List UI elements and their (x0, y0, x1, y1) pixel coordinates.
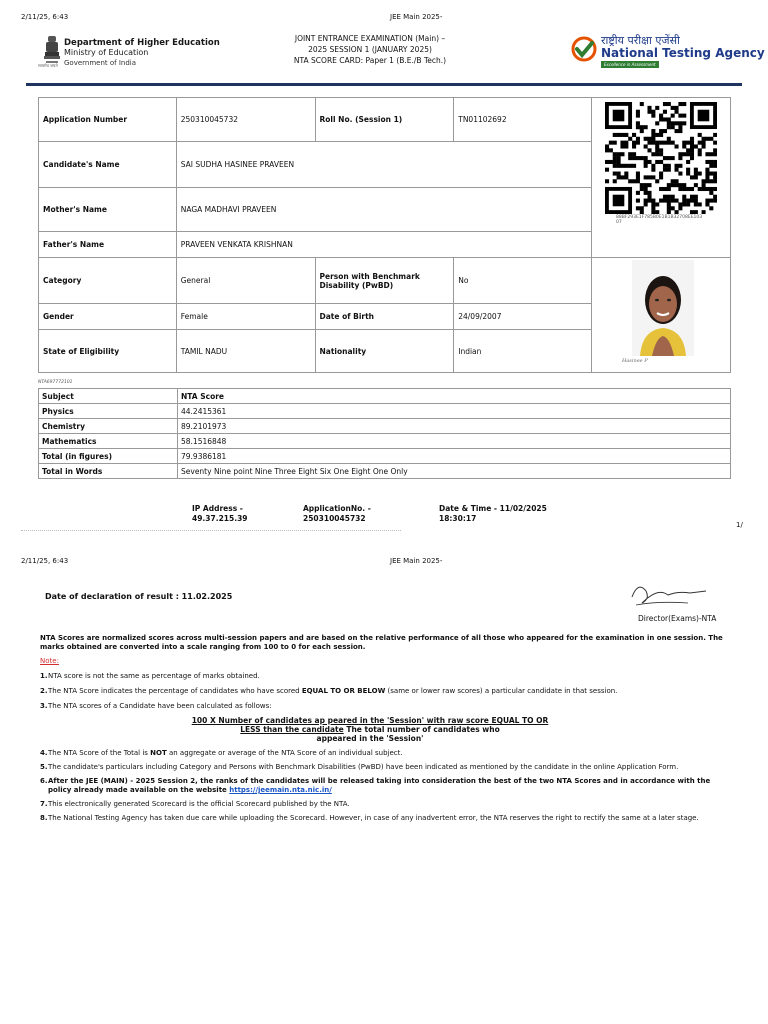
subject-chemistry: Chemistry (39, 419, 178, 434)
footer-appno-block (303, 504, 371, 524)
pwbd-value: No (454, 258, 592, 304)
note6-part-a: After the JEE (MAIN) - 2025 Session 2, the ranks of the candidates will be released taking into consideration the best of the two NTA Scores and in accordance with the policy already made available on the website (48, 777, 711, 794)
subject-total: Total (in figures) (39, 449, 178, 464)
list-item (40, 687, 730, 696)
subject-total-words: Total in Words (39, 464, 178, 479)
list-item (40, 702, 730, 711)
note4-part-c: an aggregate or average of the NTA Score of an individual subject. (166, 749, 403, 757)
page1-footer (0, 500, 768, 524)
note7-text: This electronically generated Scorecard is the official Scorecard published by the NTA. (48, 800, 350, 808)
score-table (38, 388, 731, 479)
note1-num: 1. (40, 672, 48, 680)
list-item (40, 800, 730, 809)
score-physics: 44.2415361 (178, 404, 731, 419)
note8-text: The National Testing Agency has taken due care while uploading the Scorecard. However, in case of any inadvertent error, the NTA reserves the right to rectify the same at a later stage. (48, 814, 699, 822)
gender-label: Gender (39, 304, 177, 330)
table-row (39, 434, 731, 449)
dept-block (64, 38, 220, 68)
photo-cell (591, 258, 730, 373)
note7-num: 7. (40, 800, 48, 808)
table-row (39, 464, 731, 479)
note5-text: The candidate's particulars including Category and Persons with Benchmark Disabilities (PwBD) have been indicated as mentioned by the candidate in the online Application Form. (48, 763, 679, 771)
notes-list (40, 672, 730, 823)
subject-mathematics: Mathematics (39, 434, 178, 449)
note6-num: 6. (40, 777, 48, 785)
footer-date-label: Date & Time - 11/02/2025 (439, 504, 547, 513)
score-total: 79.9386181 (178, 449, 731, 464)
note2-num: 2. (40, 687, 48, 695)
declaration-date: Date of declaration of result : 11.02.2025 (45, 592, 233, 601)
table-row (39, 449, 731, 464)
dept-line2: Ministry of Education (64, 48, 149, 57)
nta-logo-icon (571, 36, 597, 62)
footer-appno-label: ApplicationNo. - (303, 504, 371, 513)
nta-tagline: Excellence in Assessment (601, 61, 659, 68)
note8-num: 8. (40, 814, 48, 822)
title-line1: JOINT ENTRANCE EXAMINATION (Main) – (294, 34, 446, 43)
dept-line3: Government of India (64, 59, 137, 67)
ip-value: 49.37.215.39 (192, 514, 248, 523)
qr-hash: 88BF293E1F785B0E1B1B32708EE103 (615, 215, 703, 220)
note5-num: 5. (40, 763, 48, 771)
nta-hindi-name: राष्ट्रीय परीक्षा एजेंसी (601, 34, 680, 47)
scorecard-title (280, 33, 460, 66)
roll-value: TN01102692 (454, 98, 592, 142)
note2-part-b: EQUAL TO OR BELOW (301, 687, 386, 695)
score-header-score: NTA Score (178, 389, 731, 404)
score-header-subject: Subject (39, 389, 178, 404)
director-label: Director(Exams)-NTA (638, 614, 717, 623)
score-total-words: Seventy Nine point Nine Three Eight Six One Eight One Only (178, 464, 731, 479)
print-title: JEE Main 2025- (390, 13, 443, 21)
page2-print-title: JEE Main 2025- (390, 557, 443, 565)
mother-value: NAGA MADHAVI PRAVEEN (176, 188, 591, 232)
category-value: General (176, 258, 315, 304)
qr-hash-tail: 07 (615, 220, 622, 225)
table-row (39, 404, 731, 419)
nta-name: National Testing Agency (601, 46, 765, 60)
nationality-value: Indian (454, 330, 592, 373)
note3-text: The NTA scores of a Candidate have been calculated as follows: (48, 702, 272, 710)
qr-code (605, 102, 717, 214)
note2-part-a: The NTA Score indicates the percentage of candidates who have scored (48, 687, 302, 695)
app-no-value: 250310045732 (176, 98, 315, 142)
state-label: State of Eligibility (39, 330, 177, 373)
pwbd-label: Person with Benchmark Disability (PwBD) (315, 258, 454, 304)
father-value: PRAVEEN VENKATA KRISHNAN (176, 232, 591, 258)
list-item (40, 814, 730, 823)
note2-part-c: (same or lower raw scores) a particular candidate in that session. (385, 687, 618, 695)
candidate-info-table (38, 97, 731, 373)
qr-cell (591, 98, 730, 258)
candidate-photo (632, 260, 694, 356)
formula-line3: appeared in the 'Session' (316, 734, 424, 743)
subject-physics: Physics (39, 404, 178, 419)
note4-part-a: The NTA Score of the Total is (48, 749, 151, 757)
ip-label: IP Address - (192, 504, 243, 513)
note6-text (48, 777, 730, 795)
footer-appno-value: 250310045732 (303, 514, 366, 523)
state-value: TAMIL NADU (176, 330, 315, 373)
note4-text (48, 749, 403, 758)
table-row (39, 419, 731, 434)
dob-label: Date of Birth (315, 304, 454, 330)
formula-line2-b: The total number of candidates who (343, 725, 500, 734)
father-label: Father's Name (39, 232, 177, 258)
page2-print-datetime: 2/11/25, 6:43 (21, 557, 69, 565)
note4-num: 4. (40, 749, 48, 757)
nationality-label: Nationality (315, 330, 454, 373)
note1-text: NTA score is not the same as percentage of marks obtained. (48, 672, 260, 680)
page-number: 1/ (736, 521, 743, 529)
name-value: SAI SUDHA HASINEE PRAVEEN (176, 142, 591, 188)
roll-label: Roll No. (Session 1) (315, 98, 454, 142)
formula-line2-a: LESS than the candidate (240, 725, 344, 734)
list-item (40, 749, 730, 758)
name-label: Candidate's Name (39, 142, 177, 188)
candidate-signature: Hasinee P (621, 358, 648, 364)
footer-datetime-block (439, 504, 547, 524)
intro-paragraph: NTA Scores are normalized scores across multi-session papers and are based on the relative performance of all those who appeared for the examination in one session. The marks obtained are converted into a scale ranging from 100 to 0 for each session. (40, 634, 723, 651)
emblem-caption: सत्यमेव जयते (38, 63, 58, 68)
note4-part-b: NOT (150, 749, 167, 757)
list-item (40, 777, 730, 795)
note-label: Note: (40, 657, 59, 665)
note3-num: 3. (40, 702, 48, 710)
gender-value: Female (176, 304, 315, 330)
title-line2: 2025 SESSION 1 (JANUARY 2025) (308, 45, 432, 54)
title-line3: NTA SCORE CARD: Paper 1 (B.E./B Tech.) (293, 56, 447, 65)
note2-text (48, 687, 617, 696)
score-header-row (39, 389, 731, 404)
category-label: Category (39, 258, 177, 304)
page-break-line (21, 530, 401, 532)
dob-value: 24/09/2007 (454, 304, 592, 330)
score-mathematics: 58.1516848 (178, 434, 731, 449)
ip-block (192, 504, 248, 524)
list-item (40, 672, 730, 681)
formula-line2 (40, 725, 700, 734)
jeemain-website-link[interactable]: https://jeemain.nta.nic.in/ (229, 786, 332, 794)
header-divider (26, 83, 742, 86)
formula-block (40, 716, 730, 743)
small-code: NTA697772101 (38, 380, 73, 385)
formula-line1: 100 X Number of candidates ap peared in the 'Session' with raw score EQUAL TO OR (191, 716, 549, 725)
director-signature (628, 577, 714, 609)
dept-line1: Department of Higher Education (64, 38, 220, 48)
mother-label: Mother's Name (39, 188, 177, 232)
score-chemistry: 89.2101973 (178, 419, 731, 434)
footer-time-value: 18:30:17 (439, 514, 477, 523)
list-item (40, 763, 730, 772)
print-datetime: 2/11/25, 6:43 (21, 13, 69, 21)
app-no-label: Application Number (39, 98, 177, 142)
